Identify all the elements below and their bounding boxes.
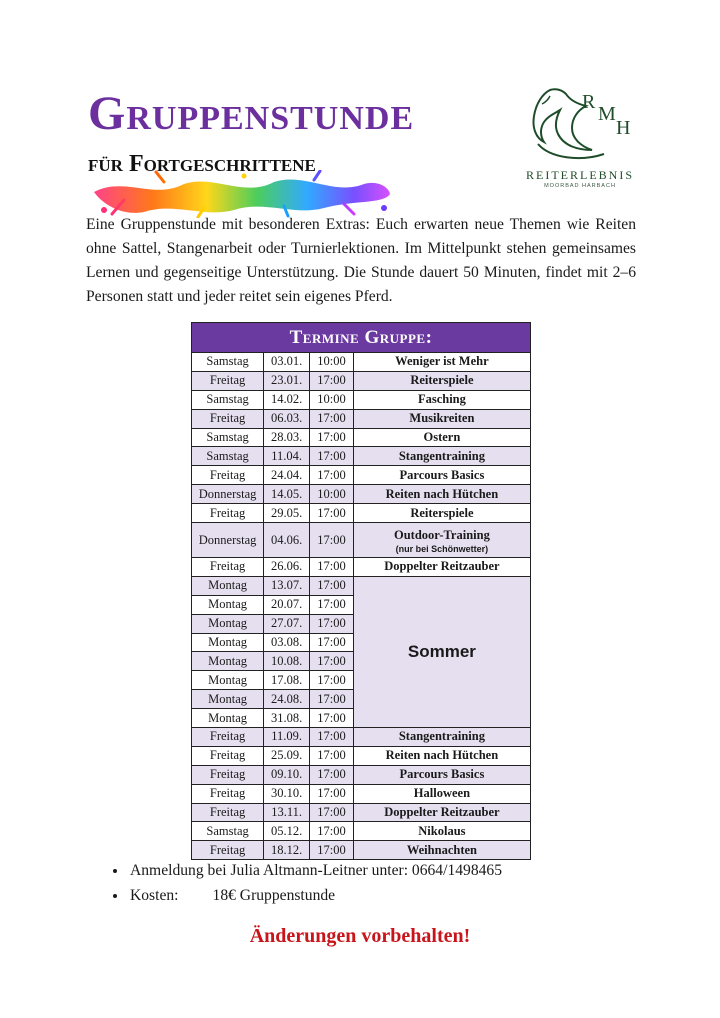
table-row	[192, 784, 531, 803]
summer-cell: Sommer	[353, 576, 530, 727]
reiterlebnis-logo	[520, 84, 640, 194]
disclaimer-text: Änderungen vorbehalten!	[249, 925, 471, 947]
table-row	[192, 466, 531, 485]
table-row	[192, 485, 531, 504]
topic-cell: Reiten nach Hütchen	[353, 746, 530, 765]
time-cell: 17:00	[310, 504, 354, 523]
date-cell: 13.07.	[264, 576, 310, 595]
date-cell: 20.07.	[264, 595, 310, 614]
topic-cell: Fasching	[353, 390, 530, 409]
registration-text: Anmeldung bei Julia Altmann-Leitner unter: 0664/1498465	[130, 862, 503, 879]
date-cell: 04.06.	[264, 523, 310, 558]
date-cell: 09.10.	[264, 765, 310, 784]
date-cell: 26.06.	[264, 558, 310, 577]
time-cell: 17:00	[310, 728, 354, 747]
day-cell: Montag	[192, 652, 264, 671]
time-cell: 17:00	[310, 671, 354, 690]
horse-head-logo-icon	[520, 84, 640, 168]
day-cell: Montag	[192, 595, 264, 614]
schedule-header-row	[192, 323, 531, 353]
time-cell: 17:00	[310, 633, 354, 652]
table-row	[192, 390, 531, 409]
day-cell: Freitag	[192, 409, 264, 428]
time-cell: 17:00	[310, 746, 354, 765]
table-row	[192, 428, 531, 447]
topic-cell: Weniger ist Mehr	[353, 353, 530, 372]
table-row	[192, 803, 531, 822]
day-cell: Freitag	[192, 371, 264, 390]
day-cell: Samstag	[192, 390, 264, 409]
topic-cell: Doppelter Reitzauber	[353, 558, 530, 577]
time-cell: 17:00	[310, 784, 354, 803]
topic-cell	[353, 523, 530, 558]
page-subtitle: für Fortgeschrittene	[88, 151, 316, 177]
time-cell: 17:00	[310, 466, 354, 485]
cost-item	[128, 883, 502, 908]
day-cell: Samstag	[192, 428, 264, 447]
table-row	[192, 353, 531, 372]
date-cell: 11.09.	[264, 728, 310, 747]
time-cell: 17:00	[310, 558, 354, 577]
time-cell: 17:00	[310, 841, 354, 860]
table-row	[192, 822, 531, 841]
date-cell: 27.07.	[264, 614, 310, 633]
day-cell: Freitag	[192, 841, 264, 860]
day-cell: Freitag	[192, 803, 264, 822]
date-cell: 03.01.	[264, 353, 310, 372]
info-list	[104, 858, 502, 908]
svg-text:R: R	[582, 91, 596, 113]
day-cell: Montag	[192, 690, 264, 709]
day-cell: Freitag	[192, 558, 264, 577]
table-row	[192, 409, 531, 428]
page-title: Gruppenstunde	[88, 87, 415, 140]
date-cell: 10.08.	[264, 652, 310, 671]
date-cell: 06.03.	[264, 409, 310, 428]
svg-text:M: M	[598, 103, 616, 125]
date-cell: 28.03.	[264, 428, 310, 447]
date-cell: 18.12.	[264, 841, 310, 860]
topic-cell: Weihnachten	[353, 841, 530, 860]
time-cell: 17:00	[310, 595, 354, 614]
day-cell: Montag	[192, 576, 264, 595]
date-cell: 23.01.	[264, 371, 310, 390]
topic-text: Outdoor-Training	[393, 527, 490, 542]
date-cell: 11.04.	[264, 447, 310, 466]
day-cell: Donnerstag	[192, 523, 264, 558]
day-cell: Samstag	[192, 822, 264, 841]
date-cell: 03.08.	[264, 633, 310, 652]
date-cell: 13.11.	[264, 803, 310, 822]
schedule-table	[191, 322, 531, 860]
time-cell: 17:00	[310, 409, 354, 428]
topic-cell: Musikreiten	[353, 409, 530, 428]
time-cell: 17:00	[310, 614, 354, 633]
day-cell: Montag	[192, 671, 264, 690]
time-cell: 17:00	[310, 803, 354, 822]
time-cell: 17:00	[310, 652, 354, 671]
time-cell: 10:00	[310, 353, 354, 372]
time-cell: 17:00	[310, 709, 354, 728]
rainbow-paint-splash	[84, 170, 394, 218]
time-cell: 17:00	[310, 447, 354, 466]
topic-cell: Stangentraining	[353, 447, 530, 466]
table-row	[192, 504, 531, 523]
date-cell: 25.09.	[264, 746, 310, 765]
topic-cell: Doppelter Reitzauber	[353, 803, 530, 822]
time-cell: 17:00	[310, 576, 354, 595]
table-row	[192, 746, 531, 765]
day-cell: Freitag	[192, 784, 264, 803]
time-cell: 17:00	[310, 371, 354, 390]
time-cell: 10:00	[310, 485, 354, 504]
date-cell: 05.12.	[264, 822, 310, 841]
registration-item	[128, 858, 502, 883]
day-cell: Freitag	[192, 466, 264, 485]
topic-cell: Parcours Basics	[353, 466, 530, 485]
cost-value: 18€ Gruppenstunde	[212, 887, 336, 904]
topic-cell: Halloween	[353, 784, 530, 803]
table-row	[192, 841, 531, 860]
logo-name: REITERLEBNIS	[526, 168, 634, 182]
table-row	[192, 371, 531, 390]
schedule-body	[192, 353, 531, 860]
time-cell: 17:00	[310, 428, 354, 447]
intro-paragraph: Eine Gruppenstunde mit besonderen Extras: Euch erwarten neue Themen wie Reiten ohne Sattel, Stangenarbeit oder Turnierlektionen. Im Mittelpunkt stehen gemeinsames Lernen und gegenseitige Unterstützung. Die Stunde dauert 50 Minuten, findet mit 2–6 Personen statt und jeder reitet sein eigenes Pferd.	[86, 216, 636, 305]
topic-cell: Reiten nach Hütchen	[353, 485, 530, 504]
day-cell: Montag	[192, 709, 264, 728]
day-cell: Freitag	[192, 746, 264, 765]
table-row	[192, 728, 531, 747]
topic-cell: Stangentraining	[353, 728, 530, 747]
day-cell: Montag	[192, 633, 264, 652]
topic-cell: Ostern	[353, 428, 530, 447]
topic-cell: Reiterspiele	[353, 371, 530, 390]
date-cell: 30.10.	[264, 784, 310, 803]
day-cell: Donnerstag	[192, 485, 264, 504]
date-cell: 24.04.	[264, 466, 310, 485]
table-row	[192, 558, 531, 577]
day-cell: Freitag	[192, 765, 264, 784]
schedule-heading: Termine Gruppe:	[192, 323, 531, 353]
cost-label: Kosten:	[130, 887, 179, 904]
topic-note: (nur bei Schönwetter)	[395, 543, 489, 554]
date-cell: 31.08.	[264, 709, 310, 728]
table-row	[192, 523, 531, 558]
date-cell: 24.08.	[264, 690, 310, 709]
topic-cell: Nikolaus	[353, 822, 530, 841]
time-cell: 17:00	[310, 690, 354, 709]
day-cell: Freitag	[192, 504, 264, 523]
table-row	[192, 576, 531, 595]
time-cell: 10:00	[310, 390, 354, 409]
date-cell: 29.05.	[264, 504, 310, 523]
day-cell: Samstag	[192, 447, 264, 466]
day-cell: Freitag	[192, 728, 264, 747]
time-cell: 17:00	[310, 765, 354, 784]
svg-text:H: H	[616, 117, 631, 139]
table-row	[192, 447, 531, 466]
day-cell: Samstag	[192, 353, 264, 372]
table-row	[192, 765, 531, 784]
time-cell: 17:00	[310, 523, 354, 558]
time-cell: 17:00	[310, 822, 354, 841]
date-cell: 17.08.	[264, 671, 310, 690]
day-cell: Montag	[192, 614, 264, 633]
topic-cell: Parcours Basics	[353, 765, 530, 784]
date-cell: 14.02.	[264, 390, 310, 409]
topic-cell: Reiterspiele	[353, 504, 530, 523]
logo-subtitle: MOORBAD HARBACH	[544, 183, 616, 189]
date-cell: 14.05.	[264, 485, 310, 504]
